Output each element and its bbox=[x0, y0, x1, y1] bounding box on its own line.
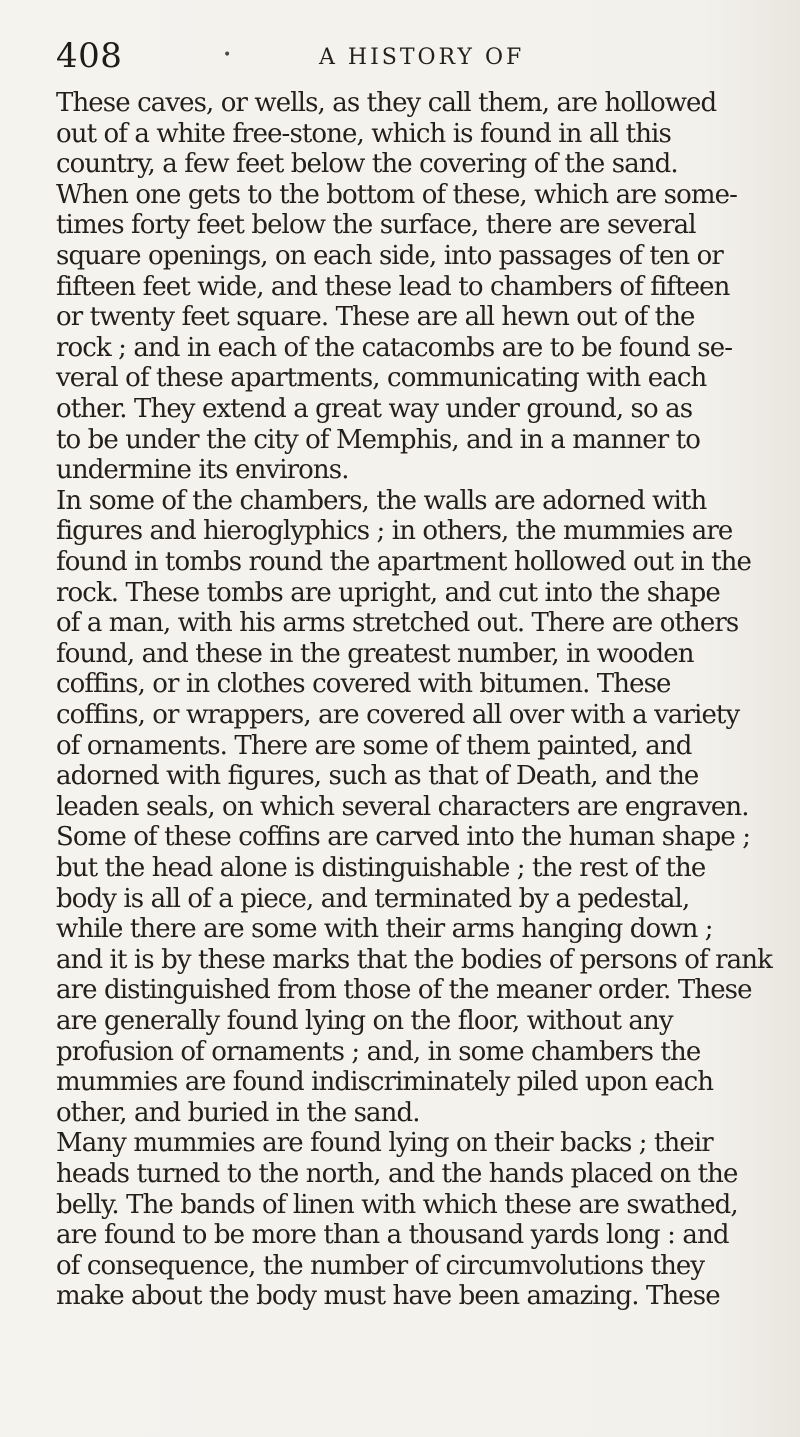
text-line: and it is by these marks that the bodies of persons of rank bbox=[56, 944, 772, 975]
text-line: These caves, or wells, as they call them, are hollowed bbox=[56, 88, 717, 118]
page-header bbox=[56, 36, 746, 80]
text-line: found in tombs round the apartment hollowed out in the bbox=[56, 547, 752, 577]
text-line: undermine its environs. bbox=[56, 455, 349, 486]
text-line: When one gets to the bottom of these, which are some- bbox=[56, 179, 737, 210]
text-line: leaden seals, on which several characters are engraven. bbox=[56, 791, 749, 822]
text-line: rock. These tombs are upright, and cut into the shape bbox=[56, 577, 720, 608]
running-head: A HISTORY OF bbox=[319, 45, 525, 70]
body-text bbox=[56, 87, 772, 1317]
text-line: are found to be more than a thousand yards long : and bbox=[56, 1220, 729, 1251]
text-line: make about the body must have been amazing. These bbox=[56, 1281, 720, 1312]
print-mark: • bbox=[223, 47, 232, 63]
text-line: of consequence, the number of circumvolutions they bbox=[56, 1250, 705, 1281]
text-line: belly. The bands of linen with which these are swathed, bbox=[56, 1189, 738, 1220]
text-line: or twenty feet square. These are all hewn out of the bbox=[56, 302, 695, 333]
text-line: Many mummies are found lying on their backs ; their bbox=[56, 1128, 713, 1159]
text-line: are generally found lying on the floor, without any bbox=[56, 1006, 673, 1036]
text-line: other. They extend a great way under ground, so as bbox=[56, 394, 693, 424]
text-line: profusion of ornaments ; and, in some chambers the bbox=[56, 1036, 701, 1067]
text-line: rock ; and in each of the catacombs are to be found se- bbox=[56, 332, 733, 363]
text-line: square openings, on each side, into passages of ten or bbox=[56, 241, 723, 271]
text-line: In some of the chambers, the walls are adorned with bbox=[56, 485, 707, 516]
text-line: Some of these coffins are carved into the human shape ; bbox=[56, 822, 751, 853]
text-line: veral of these apartments, communicating with each bbox=[56, 363, 707, 394]
page-number: 408 bbox=[56, 36, 123, 76]
text-line: heads turned to the north, and the hands placed on the bbox=[56, 1159, 738, 1189]
text-line: coffins, or wrappers, are covered all over with a variety bbox=[56, 700, 740, 730]
text-line: country, a few feet below the covering of the sand. bbox=[56, 149, 678, 180]
text-line: out of a white free-stone, which is found in all this bbox=[56, 118, 671, 149]
text-line: fifteen feet wide, and these lead to chambers of fifteen bbox=[56, 271, 730, 302]
text-line: are distinguished from those of the meaner order. These bbox=[56, 975, 752, 1006]
text-line: body is all of a piece, and terminated by a pedestal, bbox=[56, 883, 690, 914]
text-line: figures and hieroglyphics ; in others, the mummies are bbox=[56, 516, 733, 547]
text-line: adorned with figures, such as that of Death, and the bbox=[56, 761, 699, 792]
text-line: mummies are found indiscriminately piled upon each bbox=[56, 1067, 714, 1098]
text-line: of ornaments. There are some of them painted, and bbox=[56, 730, 692, 761]
text-line: while there are some with their arms hanging down ; bbox=[56, 914, 713, 945]
text-line: but the head alone is distinguishable ; the rest of the bbox=[56, 853, 706, 883]
text-line: times forty feet below the surface, there are several bbox=[56, 210, 696, 241]
text-line: of a man, with his arms stretched out. There are others bbox=[56, 608, 739, 639]
text-line: coffins, or in clothes covered with bitumen. These bbox=[56, 669, 671, 700]
text-line: found, and these in the greatest number, in wooden bbox=[56, 638, 694, 669]
text-line: to be under the city of Memphis, and in a manner to bbox=[56, 424, 700, 455]
text-line: other, and buried in the sand. bbox=[56, 1097, 420, 1128]
